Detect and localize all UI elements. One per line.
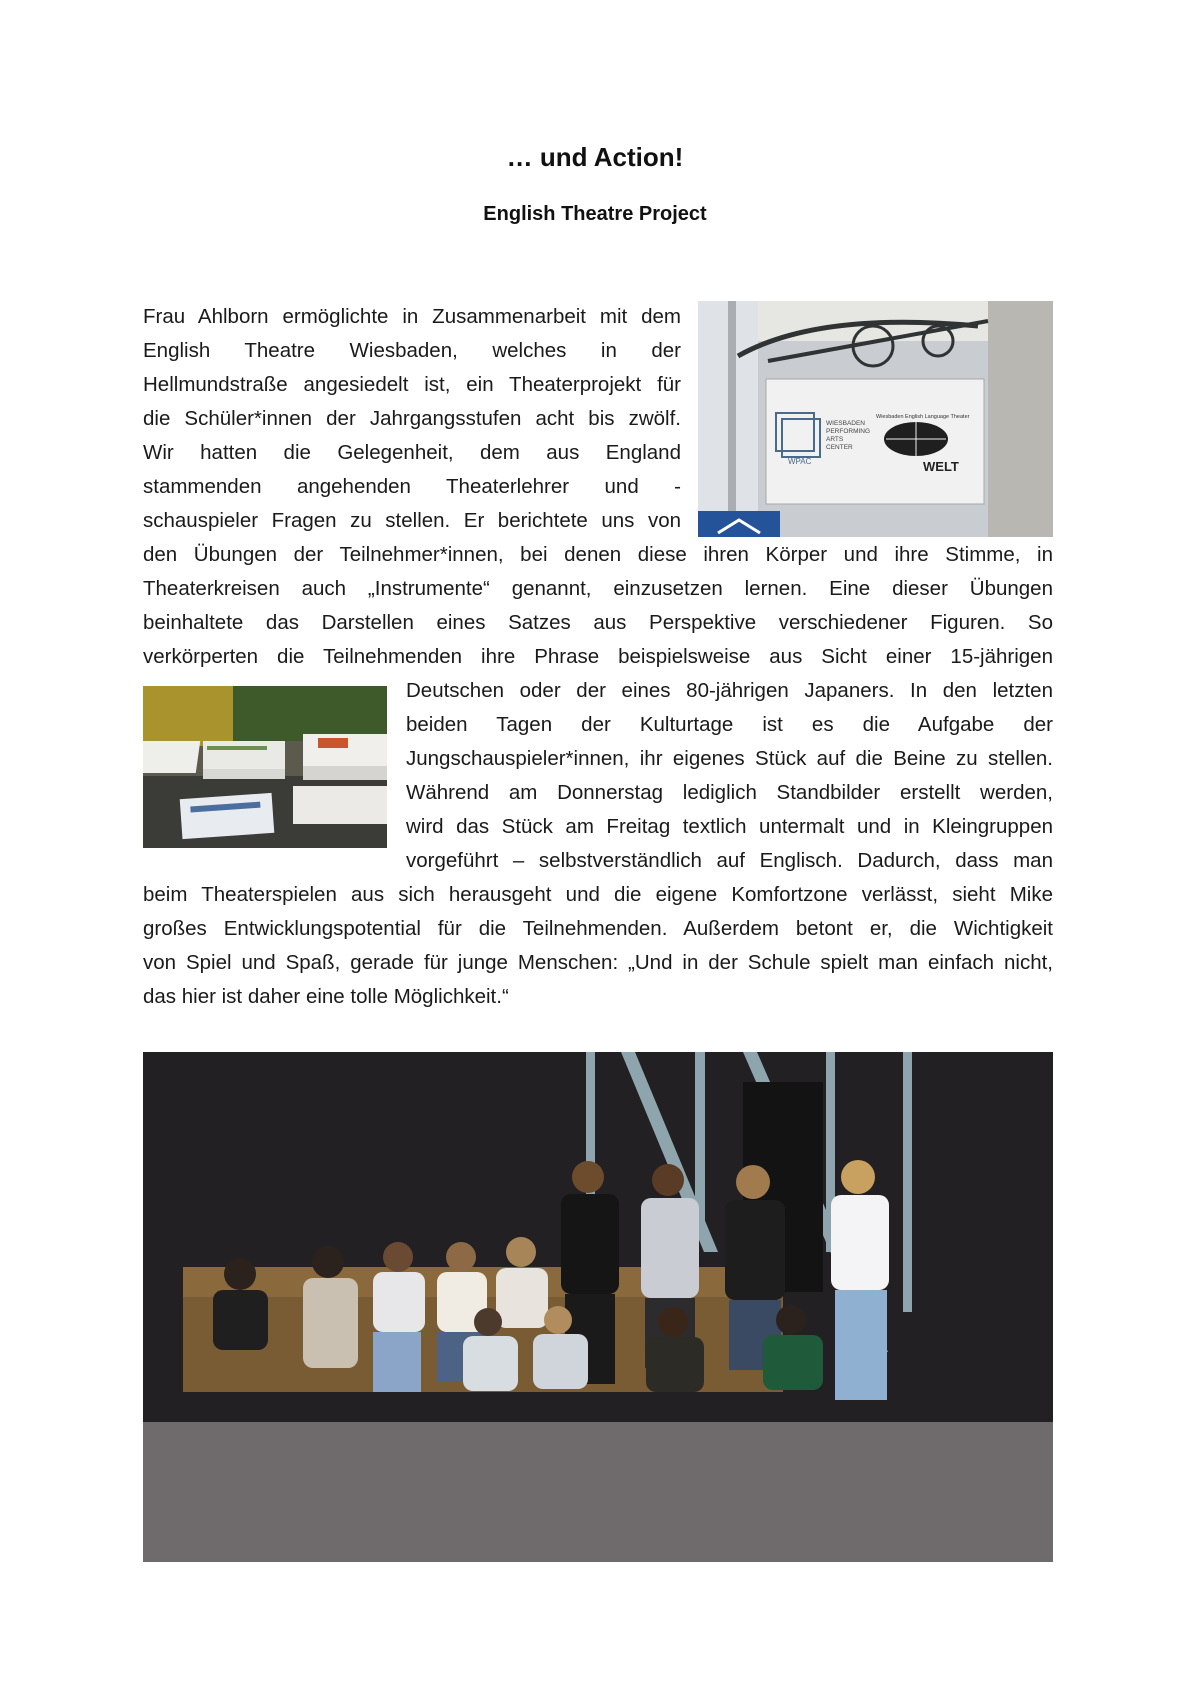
text-line: Während am Donnerstag lediglich Standbilder erstellt werden,	[406, 781, 1053, 804]
text-line: vorgeführt – selbstverständlich auf Englisch. Dadurch, dass man	[406, 849, 1053, 872]
sign-org-line4: CENTER	[826, 444, 853, 451]
text-line: verkörperten die Teilnehmenden ihre Phrase beispielsweise aus Sicht einer 15-jährigen	[143, 645, 1053, 668]
group-photo	[143, 1052, 1053, 1562]
world-map-icon	[884, 422, 948, 456]
text-line: stammenden angehenden Theaterlehrer und -	[143, 475, 681, 498]
text-line: Deutschen oder der eines 80-jährigen Japaners. In den letzten	[406, 679, 1053, 702]
sign-org-line3: ARTS	[826, 436, 844, 443]
text-line: den Übungen der Teilnehmer*innen, bei denen diese ihren Körper und ihre Stimme, in	[143, 543, 1053, 566]
text-line: Frau Ahlborn ermöglichte in Zusammenarbeit mit dem	[143, 305, 681, 328]
text-line: von Spiel und Spaß, gerade für junge Menschen: „Und in der Schule spielt man einfach nicht,	[143, 951, 1053, 974]
paragraph-beside-photo	[406, 674, 1053, 878]
text-line: die Schüler*innen der Jahrgangsstufen acht bis zwölf.	[143, 407, 681, 430]
sign-org-line2: PERFORMING	[826, 428, 871, 435]
text-line: Hellmundstraße angesiedelt ist, ein Theaterprojekt für	[143, 373, 681, 396]
text-line: schauspieler Fragen zu stellen. Er berichtete uns von	[143, 509, 681, 532]
text-line: beim Theaterspielen aus sich herausgeht und die eigene Komfortzone verlässt, sieht Mike	[143, 883, 1053, 906]
flyers-photo	[143, 686, 387, 848]
text-line: das hier ist daher eine tolle Möglichkeit.“	[143, 985, 509, 1008]
text-line: wird das Stück am Freitag textlich untermalt und in Kleingruppen	[406, 815, 1053, 838]
sign-org-abbr: WPAC	[788, 457, 812, 466]
text-line: Wir hatten die Gelegenheit, dem aus England	[143, 441, 681, 464]
paragraph-middle	[143, 538, 1053, 674]
paragraph-top	[143, 300, 681, 538]
article-title: … und Action!	[506, 142, 684, 172]
text-line: English Theatre Wiesbaden, welches in der	[143, 339, 681, 362]
theatre-sign-photo	[698, 301, 1053, 537]
text-line: Theaterkreisen auch „Instrumente“ genannt, einzusetzen lernen. Eine dieser Übungen	[143, 577, 1053, 600]
text-line: beinhaltete das Darstellen eines Satzes aus Perspektive verschiedener Figuren. So	[143, 611, 1053, 634]
text-line: Jungschauspieler*innen, ihr eigenes Stück auf die Beine zu stellen.	[406, 747, 1053, 770]
article-subtitle: English Theatre Project	[483, 203, 707, 225]
sign-welt: WELT	[923, 459, 959, 474]
sign-org-line1: WIESBADEN	[826, 420, 866, 427]
sign-theater-name: Wiesbaden English Language Theater	[876, 414, 970, 420]
text-line: großes Entwicklungspotential für die Teilnehmenden. Außerdem betont er, die Wichtigkeit	[143, 917, 1053, 940]
paragraph-bottom	[143, 878, 1053, 1014]
text-line: beiden Tagen der Kulturtage ist es die Aufgabe der	[406, 713, 1053, 736]
